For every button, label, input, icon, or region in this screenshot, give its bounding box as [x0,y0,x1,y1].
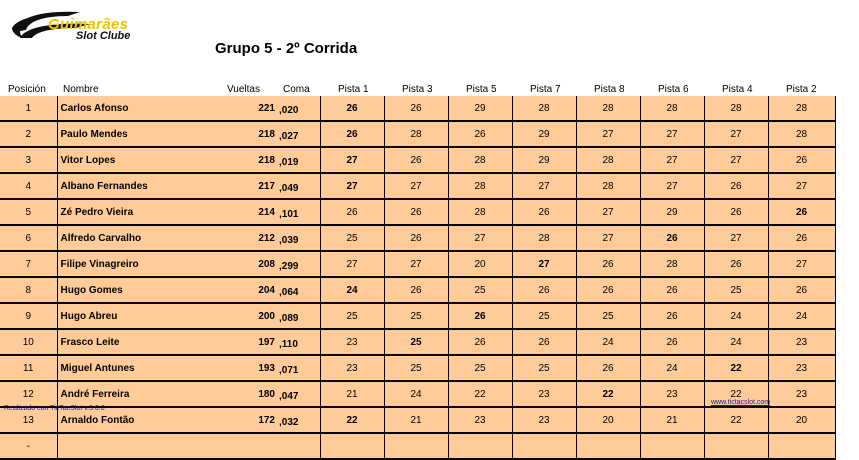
logo-text-secondary: Slot Clube [76,30,131,42]
pista-cell: 24 [576,329,640,355]
coma-cell [277,433,320,459]
club-logo [10,8,150,48]
pista-cell: 24 [320,277,384,303]
position-cell: - [0,433,57,459]
footer-website-link[interactable]: www.tictacslot.com [711,399,771,406]
laps-cell: 208 [227,251,277,277]
pista-cell: 27 [576,121,640,147]
pista-cell: 26 [448,121,512,147]
driver-name-cell: Arnaldo Fontão [57,407,227,433]
pista-cell [448,433,512,459]
pista-cell: 27 [384,173,448,199]
table-row [0,96,835,121]
pista-cell [576,433,640,459]
pista-cell: 26 [768,225,835,251]
pista-cell: 26 [448,329,512,355]
coma-cell: ,027 [277,121,320,147]
pista-cell: 26 [320,121,384,147]
pista-cell: 28 [576,147,640,173]
pista-cell: 21 [384,407,448,433]
position-cell: 11 [0,355,57,381]
laps-cell: 214 [227,199,277,225]
logo-text-primary: Guimarães [48,16,129,33]
coma-cell: ,101 [277,199,320,225]
pista-cell: 26 [448,303,512,329]
pista-cell: 23 [448,407,512,433]
pista-cell: 28 [768,96,835,121]
pista-cell: 27 [448,225,512,251]
driver-name-cell: Filipe Vinagreiro [57,251,227,277]
table-row [0,303,835,329]
pista-cell: 25 [448,355,512,381]
pista-cell: 23 [768,381,835,407]
table-row [0,277,835,303]
coma-cell: ,039 [277,225,320,251]
pista-cell: 28 [640,96,704,121]
pista-cell: 29 [512,147,576,173]
pista-cell: 26 [704,173,768,199]
driver-name-cell: Miguel Antunes [57,355,227,381]
position-cell: 10 [0,329,57,355]
pista-cell: 28 [576,173,640,199]
table-row [0,121,835,147]
position-cell: 12 [0,381,57,407]
table-row [0,355,835,381]
table-row [0,433,835,459]
pista-cell: 22 [704,381,768,407]
table-row [0,407,835,433]
pista-cell: 25 [576,303,640,329]
driver-name-cell [57,433,227,459]
pista-cell: 27 [384,251,448,277]
pista-cell: 28 [704,96,768,121]
table-row [0,225,835,251]
pista-cell: 28 [576,96,640,121]
pista-cell: 25 [512,355,576,381]
pista-cell: 24 [704,329,768,355]
table-row [0,381,835,407]
pista-cell: 28 [448,173,512,199]
pista-cell: 22 [448,381,512,407]
header-nombre: Nombre [63,84,99,95]
pista-cell: 25 [448,277,512,303]
pista-cell [640,433,704,459]
pista-cell: 20 [448,251,512,277]
pista-cell: 29 [640,199,704,225]
pista-cell: 27 [320,251,384,277]
pista-cell: 27 [320,173,384,199]
laps-cell: 218 [227,121,277,147]
pista-cell: 26 [640,225,704,251]
pista-cell: 26 [384,96,448,121]
pista-cell: 26 [768,199,835,225]
pista-cell: 23 [512,407,576,433]
pista-cell: 27 [768,251,835,277]
pista-cell: 28 [768,121,835,147]
position-cell: 4 [0,173,57,199]
pista-cell: 26 [384,225,448,251]
coma-cell: ,032 [277,407,320,433]
header-pista: Pista 7 [530,84,561,95]
position-cell: 9 [0,303,57,329]
pista-cell: 24 [768,303,835,329]
coma-cell: ,299 [277,251,320,277]
header-coma: Coma [283,84,310,95]
header-pista: Pista 8 [594,84,625,95]
laps-cell: 200 [227,303,277,329]
header-pista: Pista 6 [658,84,689,95]
pista-cell: 27 [704,225,768,251]
pista-cell: 23 [768,355,835,381]
table-row [0,147,835,173]
laps-cell: 221 [227,96,277,121]
laps-cell: 217 [227,173,277,199]
driver-name-cell: Carlos Afonso [57,96,227,121]
position-cell: 2 [0,121,57,147]
laps-cell: 218 [227,147,277,173]
pista-cell: 28 [448,199,512,225]
laps-cell: 212 [227,225,277,251]
driver-name-cell: Alfredo Carvalho [57,225,227,251]
pista-cell: 27 [512,251,576,277]
pista-cell: 25 [320,303,384,329]
laps-cell: 193 [227,355,277,381]
table-row [0,251,835,277]
header-vueltas: Vueltas [227,84,260,95]
pista-cell [512,433,576,459]
table-row [0,173,835,199]
pista-cell: 27 [704,147,768,173]
coma-cell: ,020 [277,96,320,121]
pista-cell: 27 [576,225,640,251]
position-cell: 6 [0,225,57,251]
coma-cell: ,019 [277,147,320,173]
coma-cell: ,071 [277,355,320,381]
header-pista: Pista 2 [786,84,817,95]
pista-cell: 27 [640,121,704,147]
header-pista: Pista 4 [722,84,753,95]
pista-cell: 22 [704,407,768,433]
pista-cell: 23 [768,329,835,355]
pista-cell: 26 [704,251,768,277]
pista-cell: 29 [512,121,576,147]
driver-name-cell: André Ferreira [57,381,227,407]
driver-name-cell: Vitor Lopes [57,147,227,173]
position-cell: 3 [0,147,57,173]
pista-cell: 26 [512,199,576,225]
pista-cell: 25 [384,303,448,329]
position-cell: 5 [0,199,57,225]
pista-cell: 23 [320,329,384,355]
coma-cell: ,110 [277,329,320,355]
pista-cell: 25 [320,225,384,251]
pista-cell: 25 [704,277,768,303]
pista-cell: 25 [384,355,448,381]
pista-cell: 23 [320,355,384,381]
pista-cell: 27 [704,121,768,147]
pista-cell: 22 [576,381,640,407]
laps-cell: 180 [227,381,277,407]
position-cell: 1 [0,96,57,121]
header-pista: Pista 5 [466,84,497,95]
pista-cell: 27 [640,173,704,199]
driver-name-cell: Hugo Gomes [57,277,227,303]
pista-cell: 21 [640,407,704,433]
driver-name-cell: Albano Fernandes [57,173,227,199]
laps-cell: 204 [227,277,277,303]
driver-name-cell: Hugo Abreu [57,303,227,329]
pista-cell: 28 [384,121,448,147]
pista-cell: 26 [768,147,835,173]
pista-cell: 21 [320,381,384,407]
pista-cell: 22 [320,407,384,433]
pista-cell: 23 [512,381,576,407]
pista-cell: 27 [768,173,835,199]
position-cell: 13 [0,407,57,433]
pista-cell: 20 [576,407,640,433]
pista-cell: 24 [384,381,448,407]
pista-cell: 28 [512,225,576,251]
driver-name-cell: Zé Pedro Vieira [57,199,227,225]
pista-cell: 24 [704,303,768,329]
pista-cell: 26 [640,303,704,329]
pista-cell [704,433,768,459]
pista-cell: 26 [576,355,640,381]
pista-cell [320,433,384,459]
pista-cell: 20 [768,407,835,433]
pista-cell: 26 [768,277,835,303]
driver-name-cell: Frasco Leite [57,329,227,355]
pista-cell: 26 [704,199,768,225]
pista-cell [768,433,835,459]
pista-cell: 24 [640,355,704,381]
pista-cell: 29 [448,96,512,121]
coma-cell: ,064 [277,277,320,303]
pista-cell: 26 [384,147,448,173]
position-cell: 8 [0,277,57,303]
pista-cell: 26 [512,277,576,303]
table-row [0,329,835,355]
pista-cell: 27 [512,173,576,199]
pista-cell: 26 [320,96,384,121]
pista-cell: 25 [384,329,448,355]
footer-credit: Realizado con TicTacSlot v.5.6.0 [4,405,105,412]
header-pista: Pista 1 [338,84,369,95]
coma-cell: ,049 [277,173,320,199]
pista-cell: 28 [448,147,512,173]
page-title: Grupo 5 - 2º Corrida [215,40,358,57]
pista-cell: 27 [640,147,704,173]
table-row [0,199,835,225]
pista-cell: 26 [640,277,704,303]
pista-cell: 22 [704,355,768,381]
pista-cell: 26 [512,329,576,355]
laps-cell: 172 [227,407,277,433]
pista-cell: 23 [640,381,704,407]
pista-cell: 28 [512,96,576,121]
coma-cell: ,047 [277,381,320,407]
pista-cell: 26 [576,251,640,277]
header-posicion: Posición [8,84,46,95]
driver-name-cell: Paulo Mendes [57,121,227,147]
header-pista: Pista 3 [402,84,433,95]
pista-cell: 27 [576,199,640,225]
coma-cell: ,089 [277,303,320,329]
pista-cell [384,433,448,459]
laps-cell: 197 [227,329,277,355]
pista-cell: 26 [640,329,704,355]
pista-cell: 25 [512,303,576,329]
pista-cell: 27 [320,147,384,173]
position-cell: 7 [0,251,57,277]
pista-cell: 26 [384,277,448,303]
laps-cell [227,433,277,459]
pista-cell: 26 [384,199,448,225]
pista-cell: 26 [576,277,640,303]
pista-cell: 26 [320,199,384,225]
pista-cell: 28 [640,251,704,277]
